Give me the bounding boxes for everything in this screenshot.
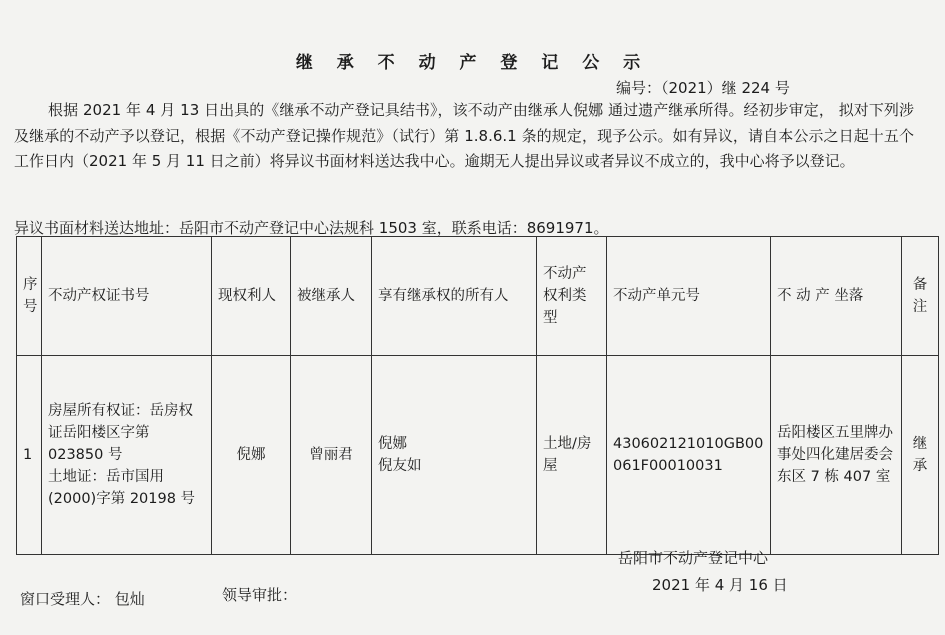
cell-unit-no: 430602121010GB00061F00010031	[607, 356, 771, 555]
header-holder: 现权利人	[212, 237, 291, 356]
cell-heir: 倪友如	[378, 458, 422, 474]
cell-cert-house: 房屋所有权证：岳房权证岳阳楼区字第 023850 号	[48, 403, 193, 463]
cell-cert-land: 土地证：岳市国用(2000)字第 20198 号	[48, 469, 196, 507]
objection-address: 异议书面材料送达地址：岳阳市不动产登记中心法规科 1503 室，联系电话：8691971。	[14, 219, 609, 237]
notice-body	[14, 98, 914, 175]
cell-remark: 继承	[902, 356, 939, 555]
header-remark: 备注	[902, 237, 939, 356]
table-header-row	[17, 237, 939, 356]
header-cert: 不动产权证书号	[42, 237, 212, 356]
window-handler: 窗口受理人： 包灿	[20, 590, 145, 608]
header-decedent: 被继承人	[291, 237, 372, 356]
inheritance-table	[16, 236, 939, 555]
leader-approval: 领导审批：	[222, 586, 298, 604]
cell-decedent: 曾丽君	[291, 356, 372, 555]
issue-date: 2021 年 4 月 16 日	[652, 576, 788, 594]
notice-title: 继 承 不 动 产 登 记 公 示	[295, 53, 650, 73]
cell-heir: 倪娜	[378, 436, 407, 452]
issuer: 岳阳市不动产登记中心	[618, 549, 769, 567]
document-number: 编号：（2021）继 224 号	[616, 79, 790, 97]
cell-location: 岳阳楼区五里牌办事处四化建居委会东区 7 栋 407 室	[771, 356, 902, 555]
header-seq: 序号	[17, 237, 42, 356]
notice-body-text: 根据 2021 年 4 月 13 日出具的《继承不动产登记具结书》，该不动产由继承人倪娜 通过遗产继承所得。经初步审定， 拟对下列涉及继承的不动产予以登记，根据《不动产登记操作规范》（试行）第 1.8.6.1 条的规定，现予公示。如有异议，请自本公示之日起十五个工作日内（2021 年 5 月 11 日之前）将异议书面材料送达我中心。逾期无人提出异议或者异议不成立的，我中心将予以登记。	[14, 101, 914, 170]
table-row	[17, 356, 939, 555]
cell-holder: 倪娜	[212, 356, 291, 555]
header-right-type: 不动产权利类型	[537, 237, 607, 356]
cell-right-type: 土地/房屋	[537, 356, 607, 555]
cell-cert	[42, 356, 212, 555]
cell-heirs	[372, 356, 537, 555]
cell-seq: 1	[17, 356, 42, 555]
header-unit-no: 不动产单元号	[607, 237, 771, 356]
header-heirs: 享有继承权的所有人	[372, 237, 537, 356]
header-location: 不 动 产 坐落	[771, 237, 902, 356]
